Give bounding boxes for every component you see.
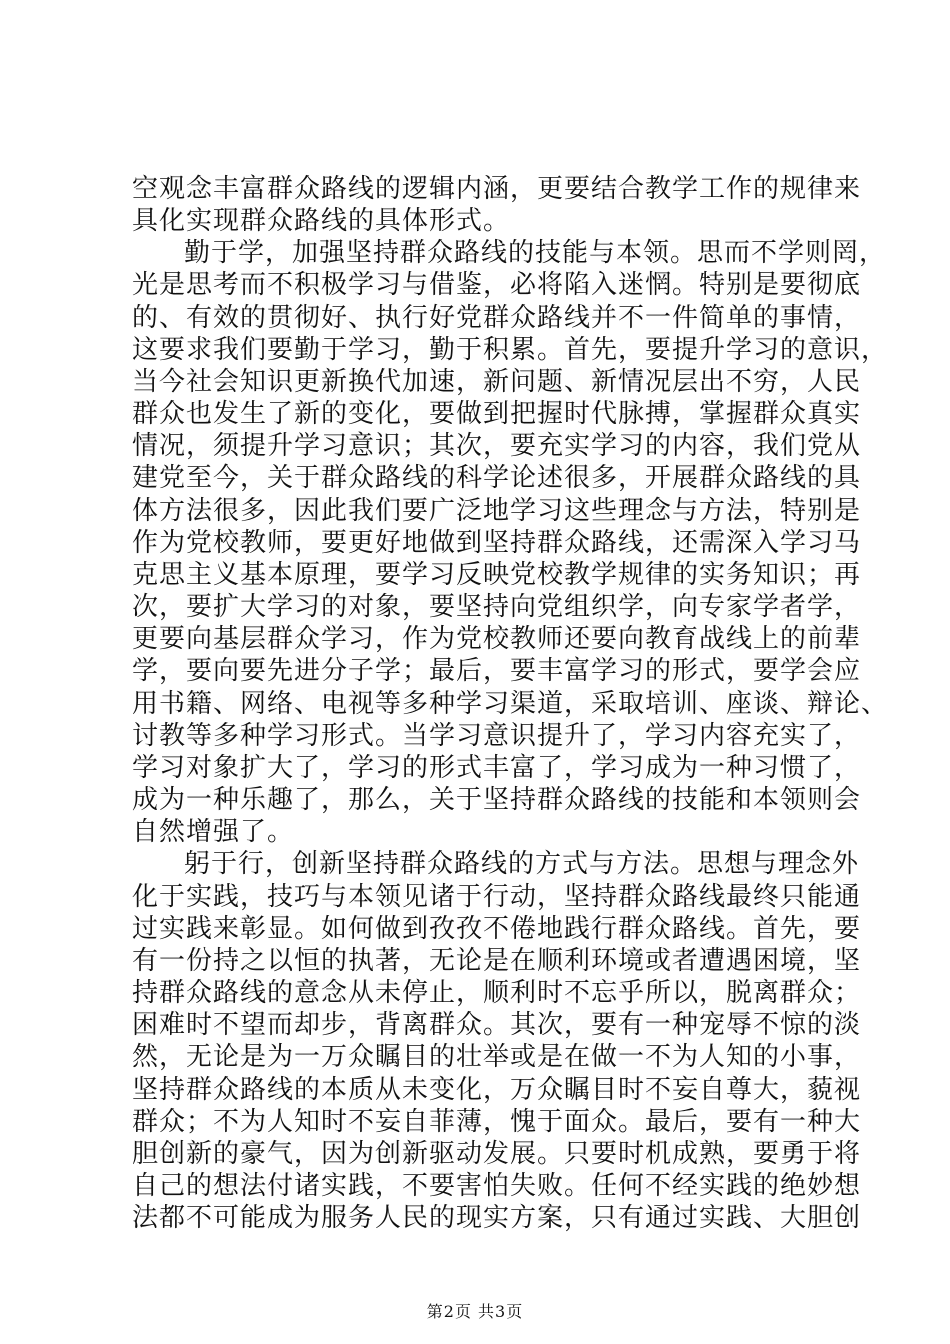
text-line: 空观念丰富群众路线的逻辑内涵，更要结合教学工作的规律来	[132, 174, 862, 204]
text-line: 成为一种乐趣了，那么，关于坚持群众路线的技能和本领则会	[132, 785, 862, 815]
text-line: 坚持群众路线的本质从未变化，万众瞩目时不妄自尊大，藐视	[132, 1075, 862, 1105]
paragraph-start-line: 勤于学，加强坚持群众路线的技能与本领。思而不学则罔，	[184, 238, 887, 268]
text-line: 群众也发生了新的变化，要做到把握时代脉搏，掌握群众真实	[132, 399, 862, 429]
text-line: 胆创新的豪气，因为创新驱动发展。只要时机成熟，要勇于将	[132, 1139, 862, 1169]
text-line: 光是思考而不积极学习与借鉴，必将陷入迷惘。特别是要彻底	[132, 270, 862, 300]
text-line: 克思主义基本原理，要学习反映党校教学规律的实务知识；再	[132, 560, 862, 590]
text-line: 过实践来彰显。如何做到孜孜不倦地践行群众路线。首先，要	[132, 914, 862, 944]
text-line: 持群众路线的意念从未停止，顺利时不忘乎所以，脱离群众；	[132, 978, 862, 1008]
text-line: 具化实现群众路线的具体形式。	[132, 206, 511, 236]
text-line: 当今社会知识更新换代加速，新问题、新情况层出不穷，人民	[132, 367, 862, 397]
paragraph-start-line: 躬于行，创新坚持群众路线的方式与方法。思想与理念外	[184, 849, 860, 879]
text-line: 自然增强了。	[132, 817, 295, 847]
text-line: 学习对象扩大了，学习的形式丰富了，学习成为一种习惯了，	[132, 753, 862, 783]
text-line: 学，要向要先进分子学；最后，要丰富学习的形式，要学会应	[132, 656, 862, 686]
text-line: 作为党校教师，要更好地做到坚持群众路线，还需深入学习马	[132, 528, 862, 558]
text-line: 困难时不望而却步，背离群众。其次，要有一种宠辱不惊的淡	[132, 1010, 862, 1040]
text-line: 群众；不为人知时不妄自菲薄，愧于面众。最后，要有一种大	[132, 1107, 862, 1137]
text-line: 自己的想法付诸实践，不要害怕失败。任何不经实践的绝妙想	[132, 1171, 862, 1201]
page-number-footer: 第2页 共3页	[426, 1302, 524, 1321]
text-line: 然，无论是为一万众瞩目的壮举或是在做一不为人知的小事，	[132, 1042, 862, 1072]
text-line: 体方法很多，因此我们要广泛地学习这些理念与方法，特别是	[132, 496, 862, 526]
text-line: 讨教等多种学习形式。当学习意识提升了，学习内容充实了，	[132, 721, 862, 751]
text-line: 这要求我们要勤于学习，勤于积累。首先，要提升学习的意识，	[132, 335, 889, 365]
text-line: 建党至今，关于群众路线的科学论述很多，开展群众路线的具	[132, 463, 862, 493]
text-line: 有一份持之以恒的执著，无论是在顺利环境或者遭遇困境，坚	[132, 946, 862, 976]
text-line: 次，要扩大学习的对象，要坚持向党组织学，向专家学者学，	[132, 592, 862, 622]
text-line: 法都不可能成为服务人民的现实方案，只有通过实践、大胆创	[132, 1203, 862, 1233]
text-line: 更要向基层群众学习，作为党校教师还要向教育战线上的前辈	[132, 624, 862, 654]
text-line: 情况，须提升学习意识；其次，要充实学习的内容，我们党从	[132, 431, 862, 461]
text-line: 化于实践，技巧与本领见诸于行动，坚持群众路线最终只能通	[132, 882, 862, 912]
text-line: 的、有效的贯彻好、执行好党群众路线并不一件简单的事情，	[132, 303, 862, 333]
text-line: 用书籍、网络、电视等多种学习渠道，采取培训、座谈、辩论、	[132, 689, 889, 719]
